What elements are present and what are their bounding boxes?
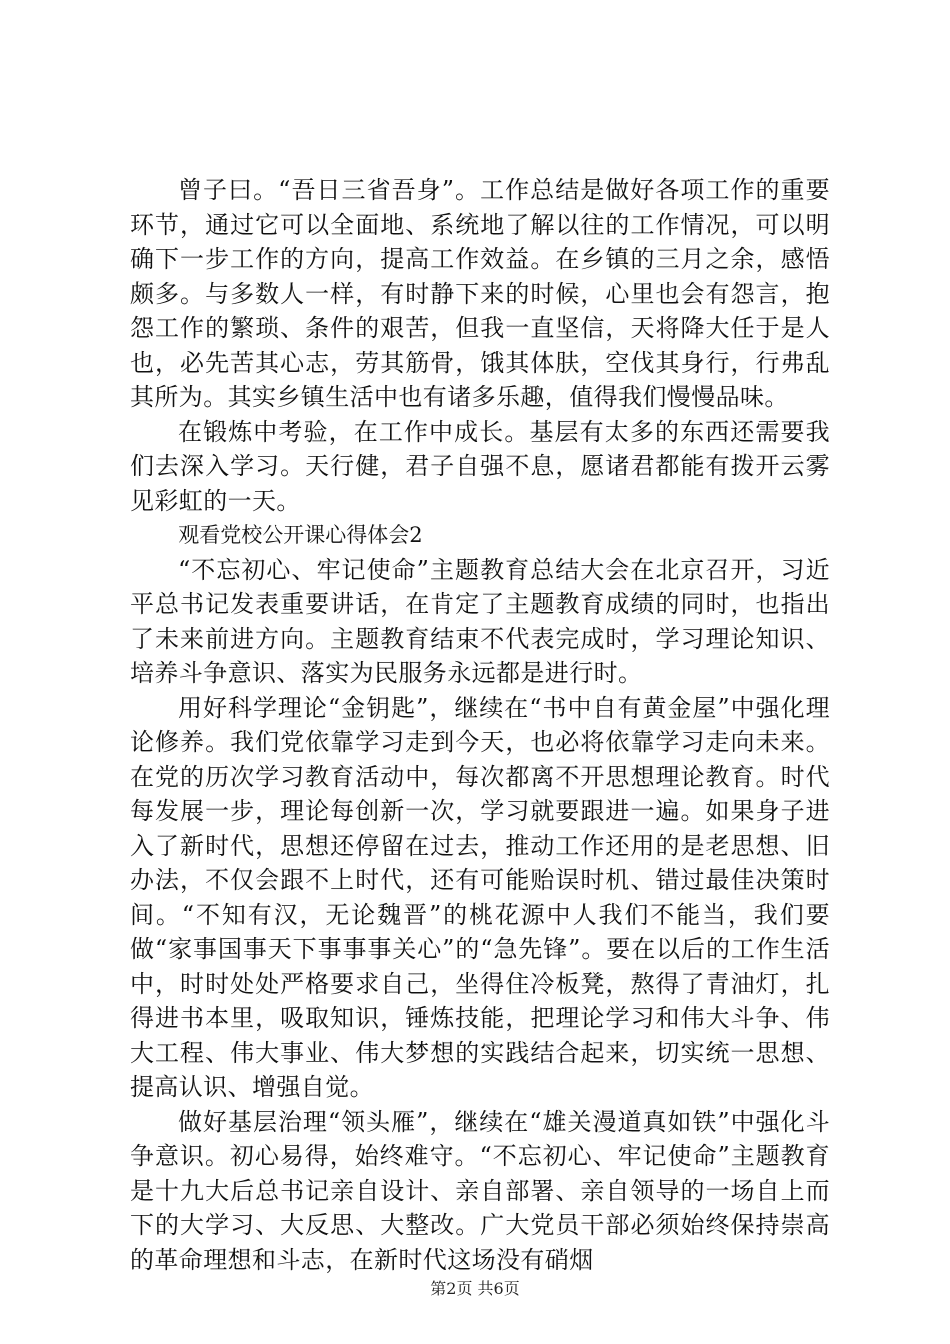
section-heading: 观看党校公开课心得体会2 xyxy=(178,523,423,547)
paragraph-3: “不忘初心、牢记使命”主题教育总结大会在北京召开，习近平总书记发表重要讲话，在肯定了主题教育成绩的同时，也指出了未来前进方向。主题教育结束不代表完成时，学习理论知识、培养斗争意识、落实为民服务永远都是进行时。 xyxy=(130,555,830,687)
paragraph-5: 做好基层治理“领头雁”，继续在“雄关漫道真如铁”中强化斗争意识。初心易得，始终难守。“不忘初心、牢记使命”主题教育是十九大后总书记亲自设计、亲自部署、亲自领导的一场自上而下的大学习、大反思、大整改。广大党员干部必须始终保持崇高的革命理想和斗志，在新时代这场没有硝烟 xyxy=(130,1107,830,1274)
paragraph-4: 用好科学理论“金钥匙”，继续在“书中自有黄金屋”中强化理论修养。我们党依靠学习走到今天，也必将依靠学习走向未来。在党的历次学习教育活动中，每次都离不开思想理论教育。时代每发展一步，理论每创新一次，学习就要跟进一遍。如果身子进入了新时代，思想还停留在过去，推动工作还用的是老思想、旧办法，不仅会跟不上时代，还有可能贻误时机、错过最佳决策时间。“不知有汉，无论魏晋”的桃花源中人我们不能当，我们要做“家事国事天下事事事关心”的“急先锋”。要在以后的工作生活中，时时处处严格要求自己，坐得住冷板凳，熬得了青油灯，扎得进书本里，吸取知识，锤炼技能，把理论学习和伟大斗争、伟大工程、伟大事业、伟大梦想的实践结合起来，切实统一思想、提高认识、增强自觉。 xyxy=(130,693,830,1101)
paragraph-1: 曾子曰。“吾日三省吾身”。工作总结是做好各项工作的重要环节，通过它可以全面地、系统地了解以往的工作情况，可以明确下一步工作的方向，提高工作效益。在乡镇的三月之余，感悟颇多。与多数人一样，有时静下来的时候，心里也会有怨言，抱怨工作的繁琐、条件的艰苦，但我一直坚信，天将降大任于是人也，必先苦其心志，劳其筋骨，饿其体肤，空伐其身行，行弗乱其所为。其实乡镇生活中也有诸多乐趣，值得我们慢慢品味。 xyxy=(130,176,830,411)
document-body xyxy=(130,173,830,1277)
page-footer: 第2页 共6页 xyxy=(430,1279,520,1298)
paragraph-2: 在锻炼中考验，在工作中成长。基层有太多的东西还需要我们去深入学习。天行健，君子自强不息，愿诸君都能有拨开云雾见彩虹的一天。 xyxy=(130,417,830,515)
